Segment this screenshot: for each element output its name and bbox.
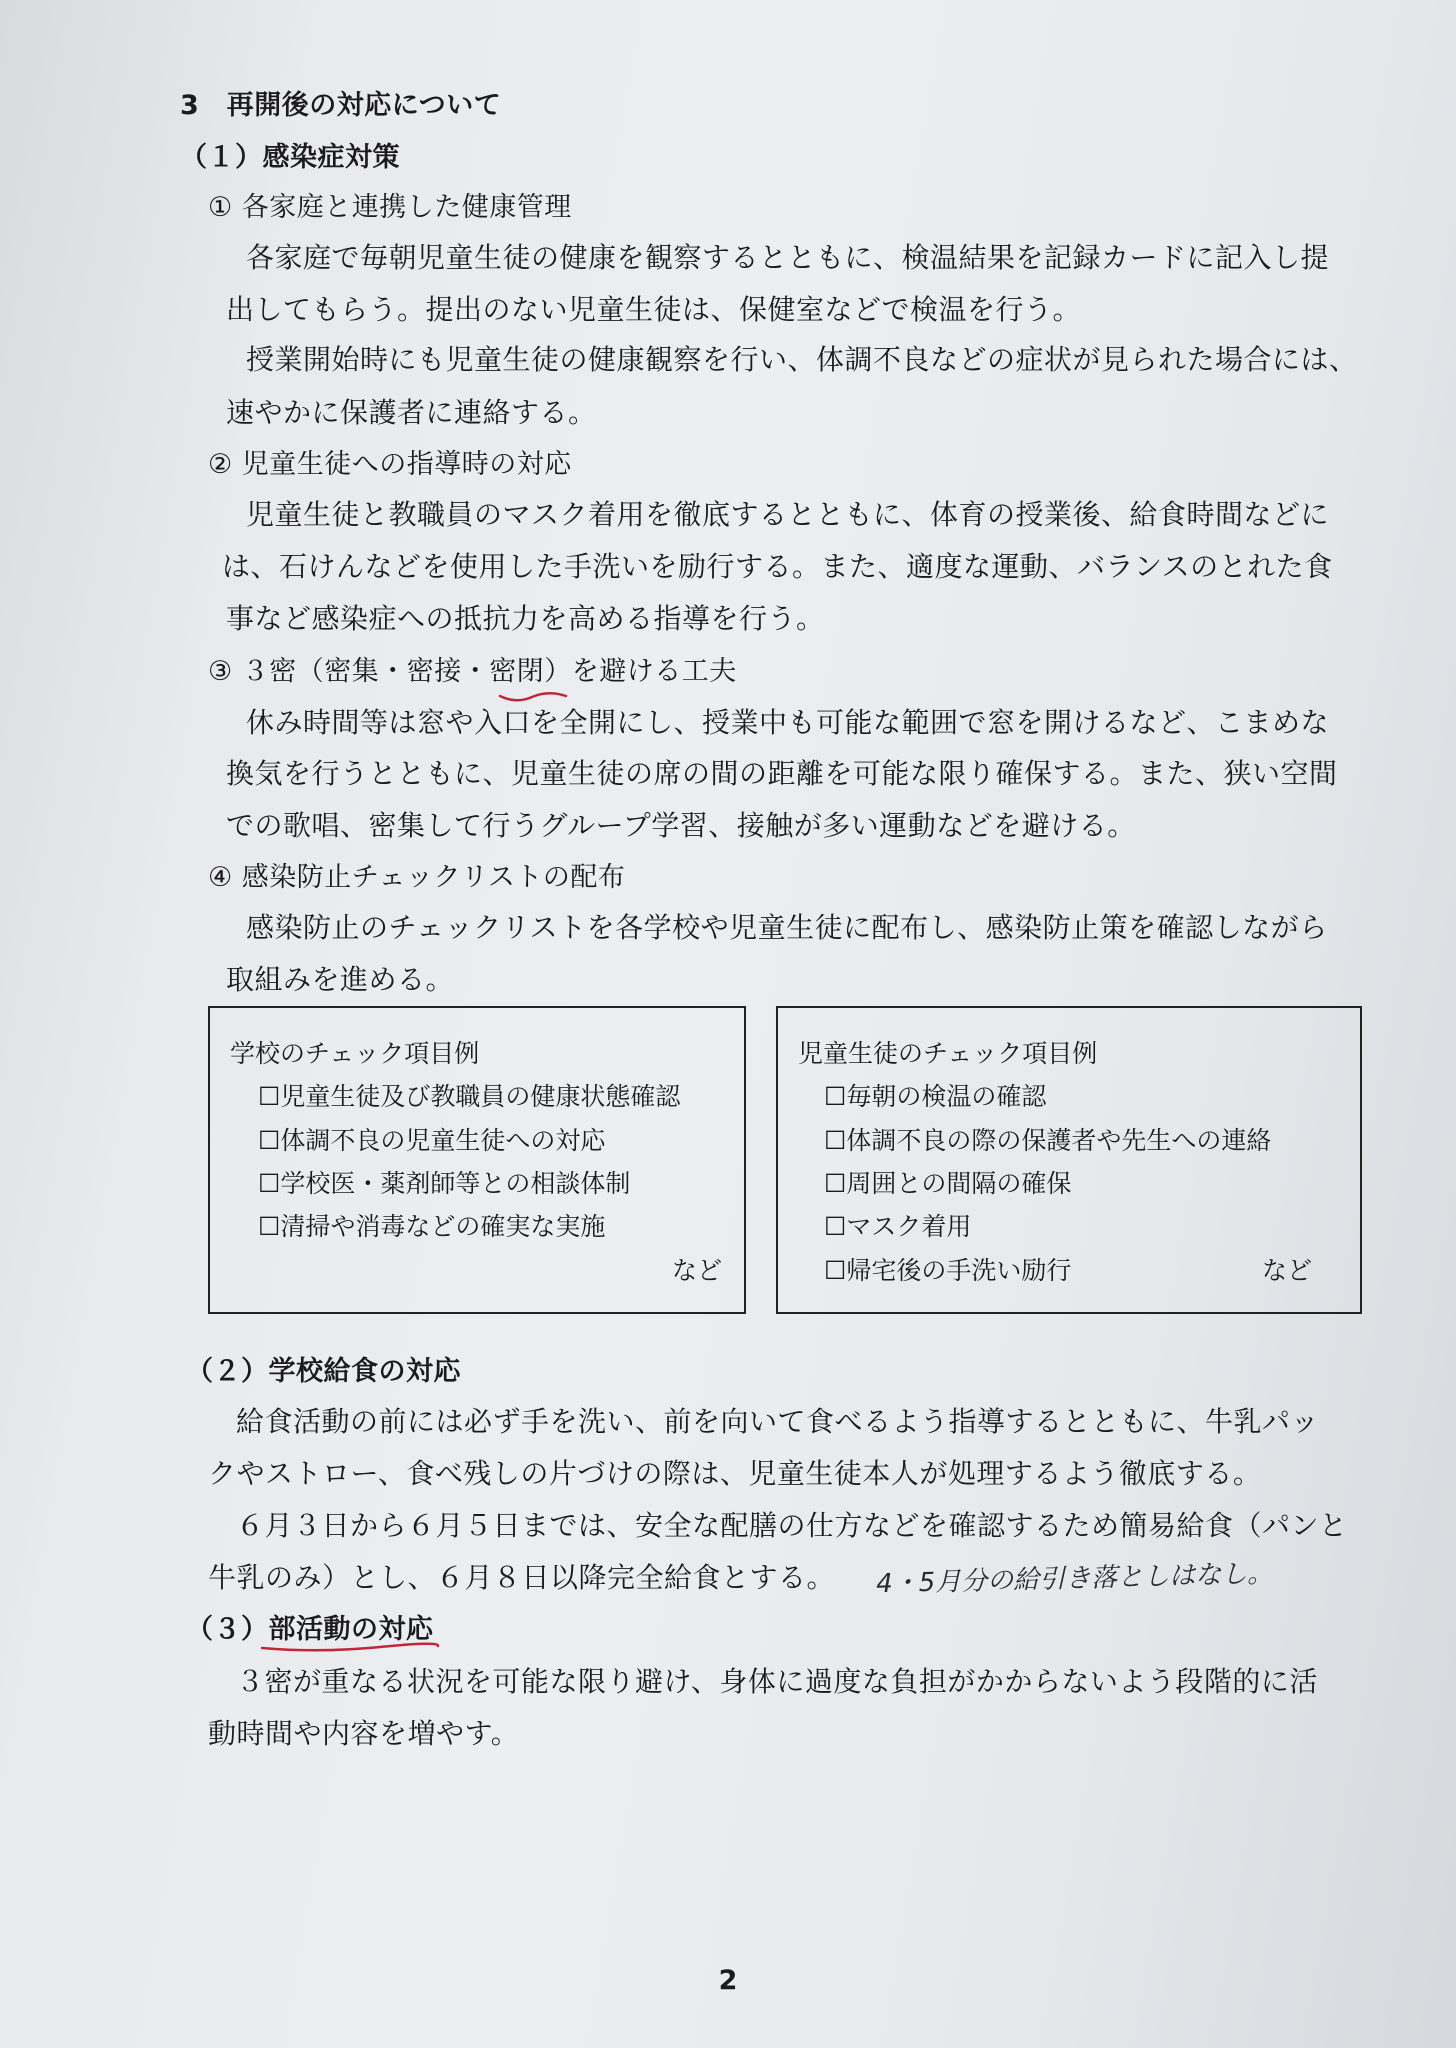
section-title: 3 再開後の対応について bbox=[180, 90, 502, 121]
paragraph-line: 給食活動の前には必ず手を洗い、前を向いて食べるよう指導するとともに、牛乳パッ bbox=[236, 1405, 1320, 1438]
red-pen-underline bbox=[498, 690, 568, 704]
paragraph-line: クやストロー、食べ残しの片づけの際は、児童生徒本人が処理するよう徹底する。 bbox=[208, 1457, 1262, 1490]
paragraph-line: 換気を行うとともに、児童生徒の席の間の距離を可能な限り確保する。また、狭い空間 bbox=[226, 757, 1338, 790]
paragraph-line: での歌唱、密集して行うグループ学習、接触が多い運動などを避ける。 bbox=[226, 809, 1136, 842]
subsection-heading-lunch: （２）学校給食の対応 bbox=[186, 1356, 461, 1387]
student-checklist-item: ☐体調不良の際の保護者や先生への連絡 bbox=[824, 1126, 1272, 1155]
item-heading-health: ① 各家庭と連携した健康管理 bbox=[208, 192, 572, 223]
student-checklist-item: ☐帰宅後の手洗い励行 bbox=[824, 1256, 1072, 1285]
paragraph-line: 休み時間等は窓や入口を全開にし、授業中も可能な範囲で窓を開けるなど、こまめな bbox=[246, 706, 1330, 739]
paragraph-line: 動時間や内容を増やす。 bbox=[208, 1717, 520, 1750]
school-checklist-item: ☐体調不良の児童生徒への対応 bbox=[258, 1126, 606, 1155]
paragraph-line: ６月３日から６月５日までは、安全な配膳の仕方などを確認するため簡易給食（パンと bbox=[236, 1509, 1348, 1542]
paragraph-line: 出してもらう。提出のない児童生徒は、保健室などで検温を行う。 bbox=[226, 293, 1082, 326]
paragraph-line: 授業開始時にも児童生徒の健康観察を行い、体調不良などの症状が見られた場合には、 bbox=[246, 343, 1358, 376]
paragraph-line: 事など感染症への抵抗力を高める指導を行う。 bbox=[226, 602, 825, 635]
student-checklist-item: ☐周囲との間隔の確保 bbox=[824, 1169, 1072, 1198]
paragraph-line: 取組みを進める。 bbox=[226, 963, 455, 996]
student-checklist-item: ☐毎朝の検温の確認 bbox=[824, 1082, 1047, 1111]
paragraph-line: 速やかに保護者に連絡する。 bbox=[226, 396, 597, 429]
subsection-heading-infection: （１）感染症対策 bbox=[180, 142, 400, 173]
subsection-heading-clubs: （３）部活動の対応 bbox=[186, 1614, 434, 1645]
item-heading-guidance: ② 児童生徒への指導時の対応 bbox=[208, 449, 572, 480]
page-number: 2 bbox=[718, 1965, 738, 1996]
school-checklist-item: ☐学校医・薬剤師等との相談体制 bbox=[258, 1169, 631, 1198]
school-checklist-item: ☐児童生徒及び教職員の健康状態確認 bbox=[258, 1082, 681, 1111]
student-checklist-box bbox=[776, 1006, 1362, 1314]
school-checklist-box bbox=[208, 1006, 746, 1314]
paragraph-line: 牛乳のみ）とし、６月８日以降完全給食とする。 bbox=[208, 1561, 836, 1594]
student-checklist-etc: など bbox=[1261, 1256, 1312, 1285]
school-checklist-etc: など bbox=[671, 1256, 722, 1285]
item-heading-3mitsu: ③ ３密（密集・密接・密閉）を避ける工夫 bbox=[208, 656, 737, 687]
paragraph-line: は、石けんなどを使用した手洗いを励行する。また、適度な運動、バランスのとれた食 bbox=[222, 550, 1333, 583]
red-pen-underline bbox=[260, 1640, 440, 1656]
paragraph-line: ３密が重なる状況を可能な限り避け、身体に過度な負担がかからないよう段階的に活 bbox=[236, 1665, 1318, 1698]
paragraph-line: 各家庭で毎朝児童生徒の健康を観察するとともに、検温結果を記録カードに記入し提 bbox=[246, 241, 1330, 274]
paragraph-line: 感染防止のチェックリストを各学校や児童生徒に配布し、感染防止策を確認しながら bbox=[246, 911, 1328, 944]
handwritten-note: 4・5月分の給引き落としはなし。 bbox=[875, 1558, 1274, 1600]
student-checklist-title: 児童生徒のチェック項目例 bbox=[798, 1039, 1098, 1068]
school-checklist-item: ☐清掃や消毒などの確実な実施 bbox=[258, 1212, 606, 1241]
school-checklist-title: 学校のチェック項目例 bbox=[230, 1039, 480, 1068]
item-heading-checklist: ④ 感染防止チェックリストの配布 bbox=[208, 862, 626, 893]
student-checklist-item: ☐マスク着用 bbox=[824, 1212, 972, 1241]
paragraph-line: 児童生徒と教職員のマスク着用を徹底するとともに、体育の授業後、給食時間などに bbox=[246, 498, 1330, 531]
